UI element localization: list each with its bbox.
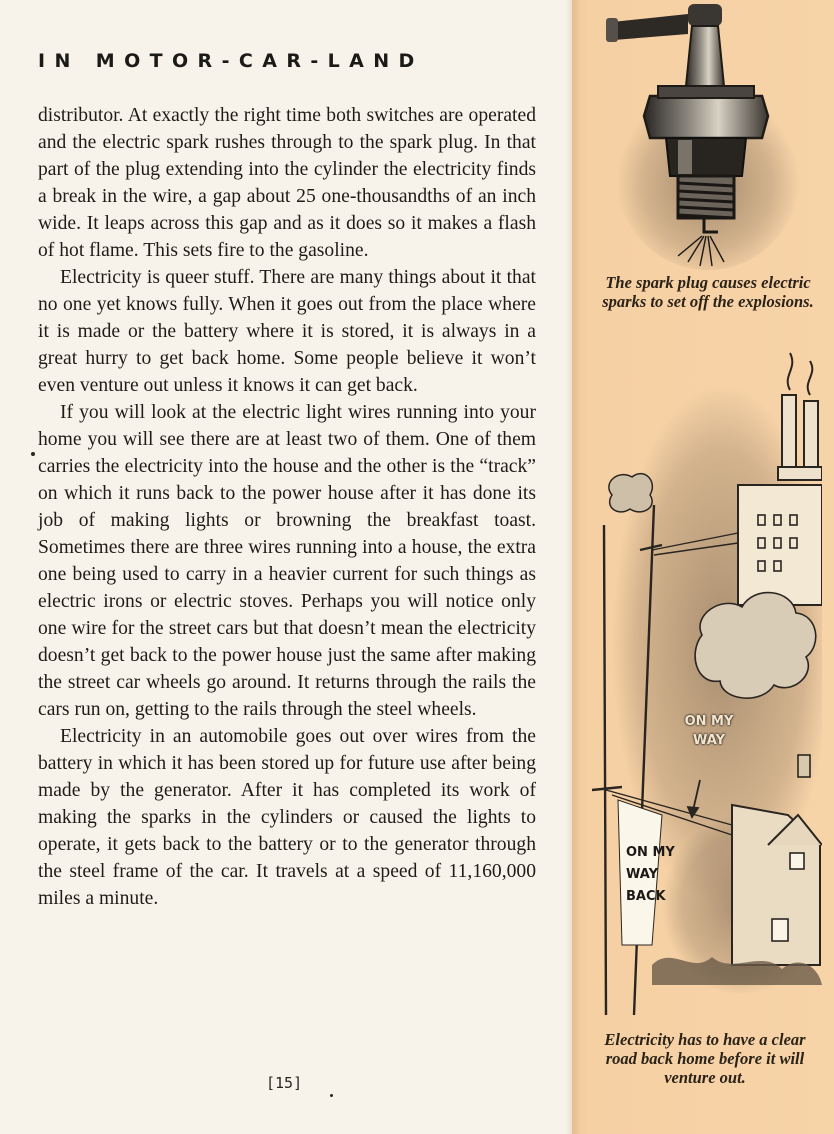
- running-head: IN MOTOR-CAR-LAND: [38, 50, 424, 72]
- page-gutter: [566, 0, 580, 1134]
- paragraph-2: Electricity is queer stuff. There are many things about it that no one yet knows fully. When it goes out from the place where it is made or the battery where it is stored, it is always in a great hurry to get back home. Some people believe it won’t even venture out unless it knows it can get back.: [38, 267, 536, 396]
- body-text: [38, 102, 536, 912]
- paragraph-4: Electricity in an automobile goes out over wires from the battery in which it has been stored up for future use after being made by the generator. After it has completed its work of making the sparks in the cylinders or caused the lights to operate, it gets back to the battery or to the generator through the steel frame of the car. It travels at a speed of 11,160,000 miles a minute.: [38, 726, 536, 909]
- speck-mark-bottom: [330, 1094, 333, 1097]
- speck-mark: [31, 452, 35, 456]
- factory-chimneys: [778, 395, 822, 480]
- paragraph-3: If you will look at the electric light wires running into your home you will see there are at least two of them. One of them carries the electricity into the house and the other is the “track” on which it runs back to the power house after it has done its job of making lights or browning the breakfast toast. Sometimes there are three wires running into a house, the extra one being used to carry in a heavier current for such things as electric irons or electric stoves. Perhaps you will notice only one wire for the street cars but that doesn’t mean the electricity doesn’t get back to the power house just the same after making the street car wheels go around. It returns through the rails the cars run on, getting to the rails through the steel wheels.: [38, 402, 536, 720]
- paragraph-1: distributor. At exactly the right time both switches are operated and the electric spark rushes through to the spark plug. In that part of the plug extending into the cylinder the electricity finds a break in the wire, a gap about 25 one-thousandths of an inch wide. It leaps across this gap and as it does so it makes a flash of hot flame. This sets fire to the gasoline.: [38, 105, 536, 261]
- label-on-my-way-back: ON MY WAY BACK: [626, 845, 675, 904]
- hex-nut: [644, 96, 768, 138]
- page-number: [15]: [266, 1074, 303, 1092]
- insulator: [686, 26, 724, 86]
- label-on-my-way: ON MY WAY: [684, 714, 734, 748]
- factory-building: [738, 485, 822, 605]
- threads: [678, 176, 734, 218]
- spark-plug-illustration: [592, 0, 824, 270]
- spark-plug-caption: The spark plug causes electric sparks to set off the explosions.: [602, 273, 814, 311]
- terminal-wire: [612, 14, 688, 40]
- tree: [609, 474, 652, 512]
- power-lines-illustration: [592, 345, 822, 1025]
- power-lines-caption: Electricity has to have a clear road back home before it will venture out.: [604, 1030, 806, 1087]
